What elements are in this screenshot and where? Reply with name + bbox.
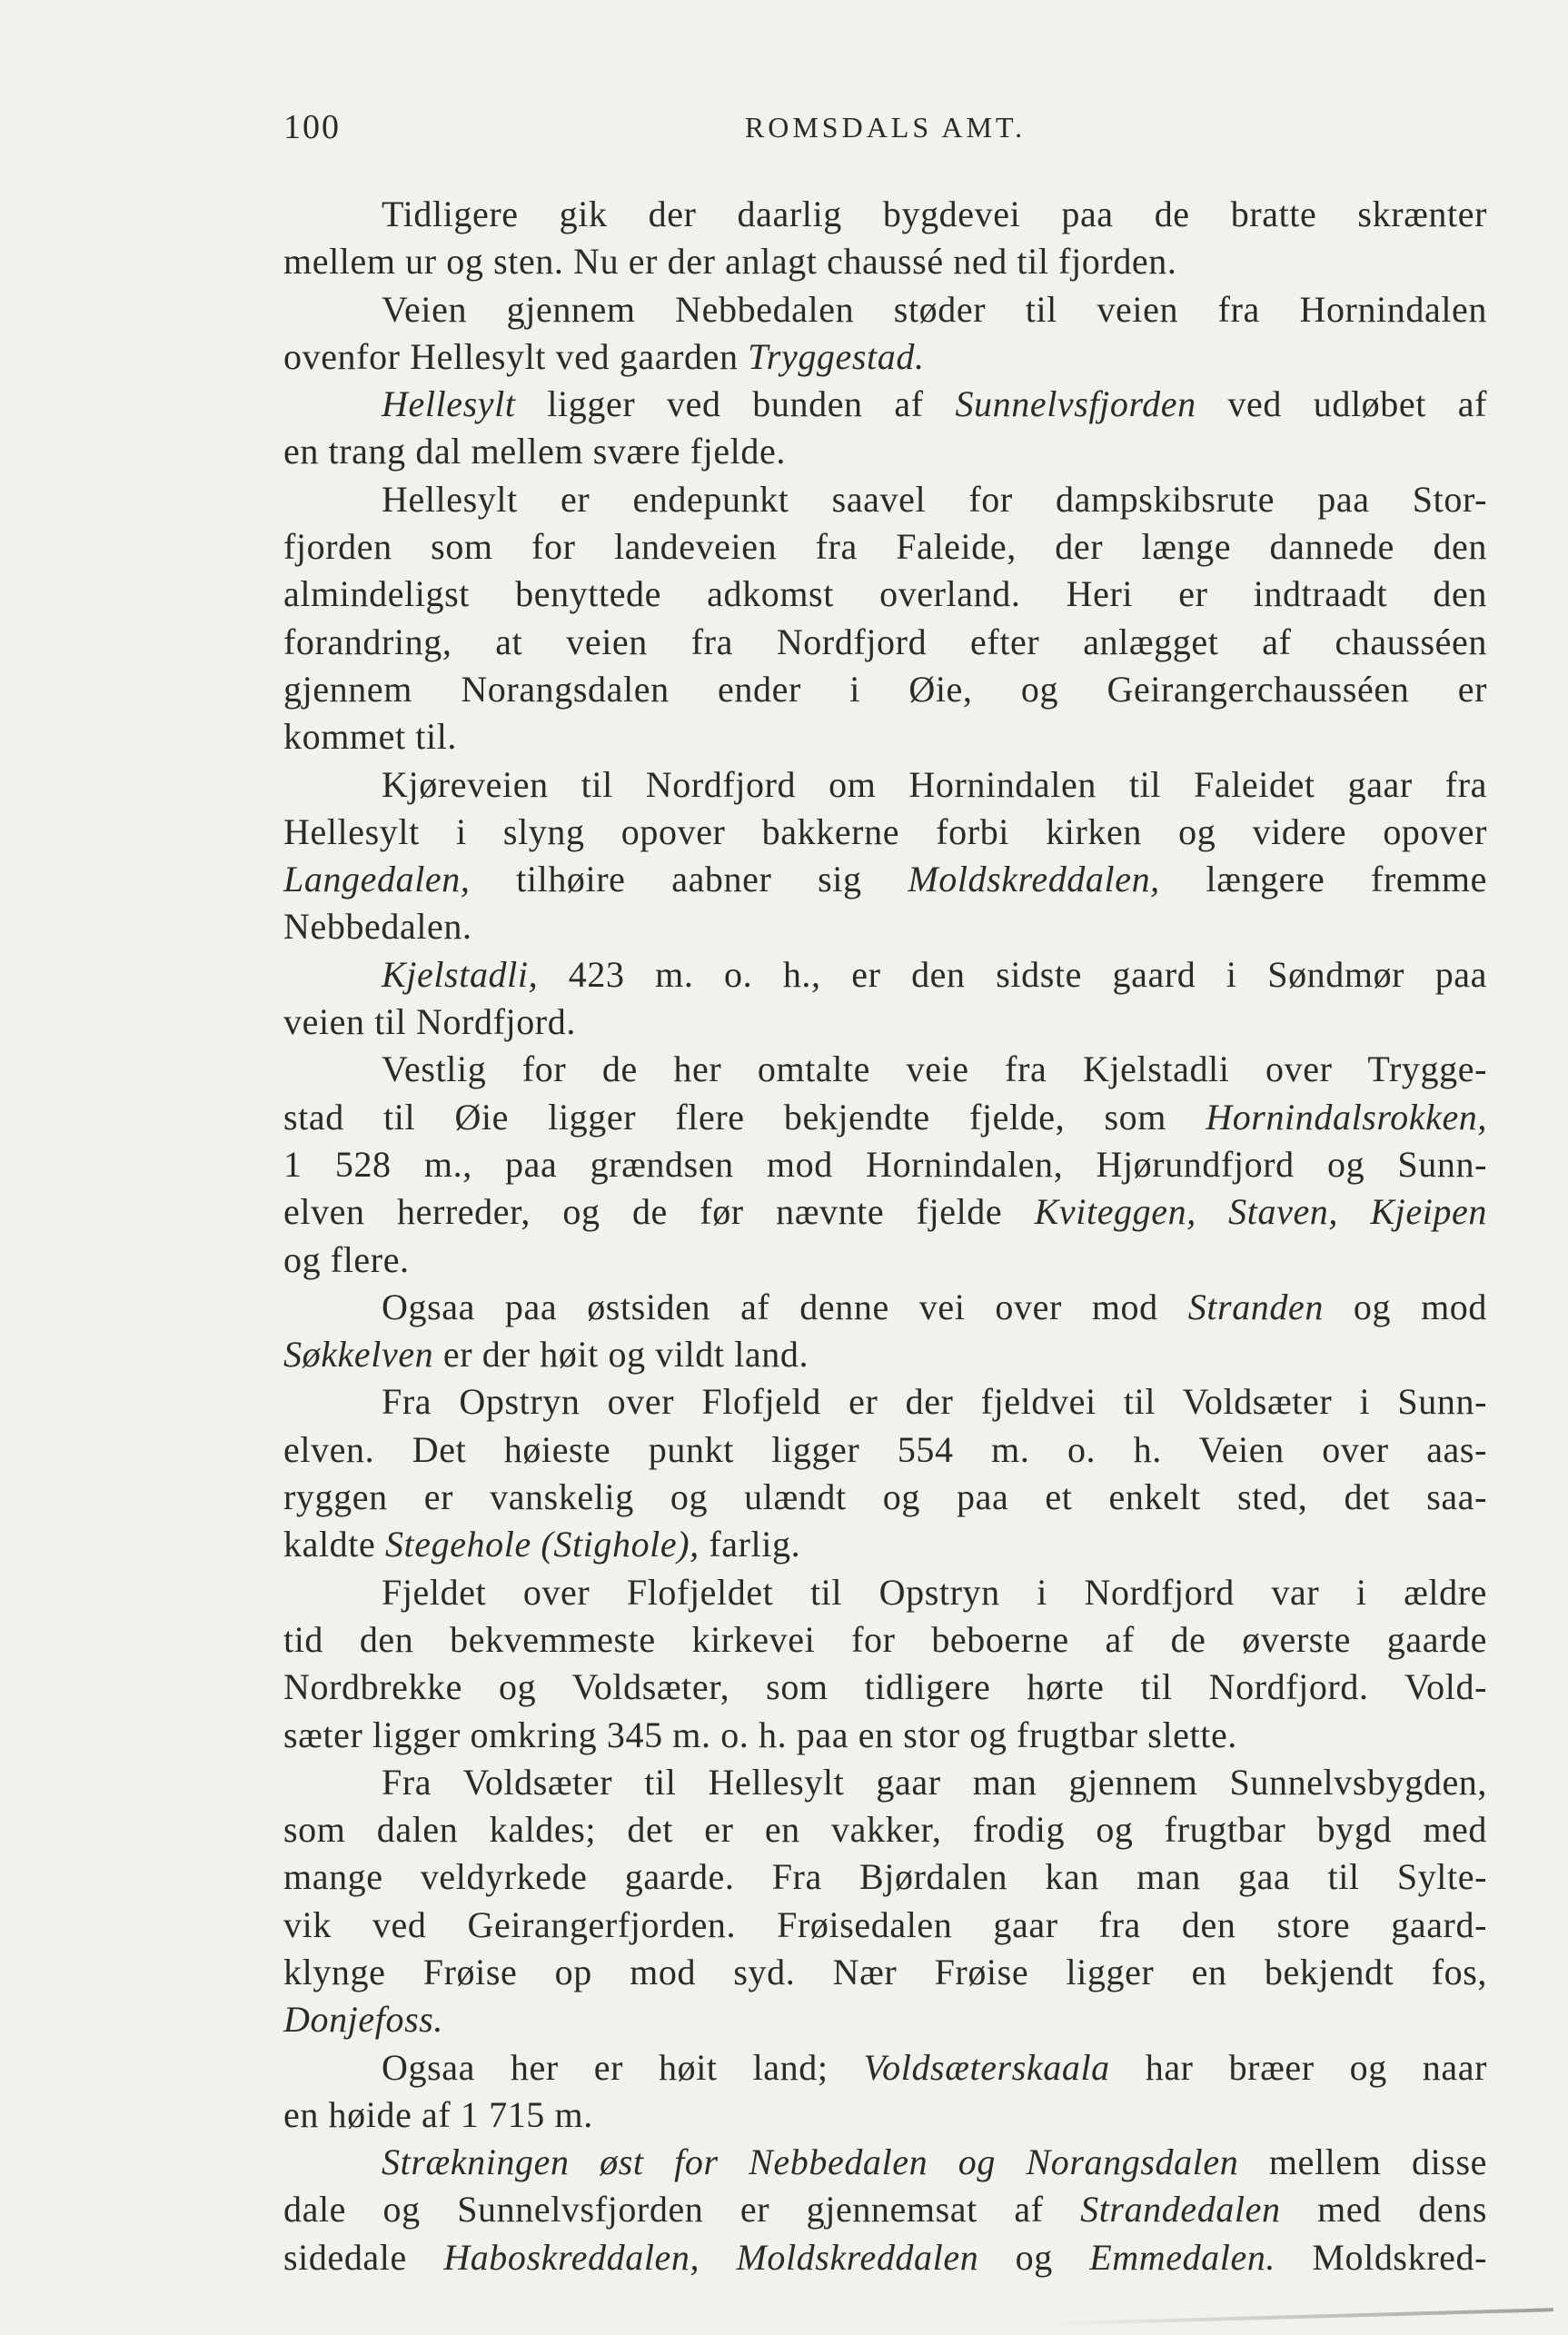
text-line	[283, 428, 1487, 475]
text-line	[283, 1094, 1487, 1141]
text-line	[283, 713, 1487, 760]
text-run: farlig.	[699, 1524, 801, 1565]
text-run: som dalen kaldes; det er en vakker, frodig og frugtbar bygd med	[283, 1809, 1487, 1851]
text-line	[283, 476, 1487, 523]
italic-term: Tryggestad.	[748, 335, 925, 377]
text-run: gjennem Norangsdalen ender i Øie, og Geirangerchausséen er	[283, 668, 1487, 710]
text-run: Ogsaa her er høit land;	[382, 2046, 864, 2088]
text-line	[283, 1284, 1487, 1331]
text-run: forandring, at veien fra Nordfjord efter anlægget af chausséen	[283, 621, 1487, 662]
page-number: 100	[283, 108, 341, 146]
text-run: almindeligst benyttede adkomst overland. Heri er indtraadt den	[283, 573, 1487, 615]
italic-term: Kjelstadli,	[382, 953, 539, 995]
text-line	[283, 1046, 1487, 1093]
text-line	[283, 238, 1487, 285]
italic-term: Hellesylt	[382, 383, 516, 425]
italic-term: Hornindalsrokken,	[1206, 1096, 1487, 1138]
text-run: og mod	[1323, 1286, 1487, 1327]
italic-term: Strækningen øst for Nebbedalen og Norangsdalen	[382, 2141, 1239, 2183]
text-line	[283, 2044, 1487, 2092]
text-line	[283, 619, 1487, 666]
italic-term: Kviteggen, Staven, Kjeipen	[1034, 1191, 1487, 1233]
text-run: er der høit og vildt land.	[433, 1334, 809, 1376]
text-line	[283, 1712, 1487, 1759]
text-run: veien til Nordfjord.	[283, 1001, 576, 1043]
text-run: Moldskred-	[1275, 2236, 1487, 2278]
text-line	[283, 1806, 1487, 1853]
text-run: sæter ligger omkring 345 m. o. h. paa en stor og frugtbar slette.	[283, 1714, 1237, 1755]
text-line	[283, 809, 1487, 856]
text-run: Nordbrekke og Voldsæter, som tidligere hørte til Nordfjord. Vold-	[283, 1666, 1487, 1708]
italic-term: Stegehole (Stighole),	[384, 1524, 700, 1565]
text-line	[283, 1996, 1487, 2043]
italic-term: Langedalen,	[283, 859, 471, 900]
text-run: kommet til.	[283, 716, 458, 758]
text-run: fjorden som for landeveien fra Faleide, der længe dannede den	[283, 526, 1487, 568]
text-run: mellem ur og sten. Nu er der anlagt chaussé ned til fjorden.	[283, 241, 1177, 283]
text-line	[283, 666, 1487, 713]
text-line	[283, 333, 1487, 381]
text-line	[283, 2139, 1487, 2186]
text-line	[283, 381, 1487, 428]
text-line	[283, 1569, 1487, 1616]
text-run: kaldte	[283, 1524, 385, 1565]
text-line	[283, 191, 1487, 238]
running-title: ROMSDALS AMT.	[744, 111, 1027, 144]
italic-term: Stranden	[1187, 1286, 1324, 1327]
text-run: og	[978, 2236, 1090, 2278]
text-run: ryggen er vanskelig og ulændt og paa et enkelt sted, det saa-	[283, 1476, 1487, 1518]
text-run: med dens	[1280, 2189, 1487, 2231]
text-line	[283, 1188, 1487, 1236]
text-line	[283, 1237, 1487, 1284]
text-line	[283, 523, 1487, 571]
text-run: tilhøire aabner sig	[470, 859, 908, 900]
text-run: og flere.	[283, 1238, 410, 1280]
text-run: Tidligere gik der daarlig bygdevei paa de bratte skrænter	[382, 194, 1487, 234]
text-run: dale og Sunnelvsfjorden er gjennemsat af	[283, 2189, 1081, 2231]
text-run: Veien gjennem Nebbedalen støder til veien fra Hornindalen	[382, 288, 1487, 330]
text-run: Fjeldet over Flofjeldet til Opstryn i Nordfjord var i ældre	[382, 1571, 1487, 1613]
text-run: 1 528 m., paa grændsen mod Hornindalen, Hjørundfjord og Sunn-	[283, 1143, 1487, 1185]
running-head	[283, 107, 1487, 162]
text-line	[283, 1426, 1487, 1474]
text-line	[283, 903, 1487, 950]
text-line	[283, 999, 1487, 1046]
text-run: Fra Voldsæter til Hellesylt gaar man gjennem Sunnelvsbygden,	[382, 1761, 1487, 1803]
text-run: ved udløbet af	[1196, 383, 1487, 425]
text-run: mellem disse	[1238, 2141, 1487, 2183]
text-line	[283, 2186, 1487, 2233]
text-line	[283, 571, 1487, 618]
text-run: Kjøreveien til Nordfjord om Hornindalen til Faleidet gaar fra	[382, 763, 1487, 805]
text-line	[283, 951, 1487, 999]
text-line	[283, 1616, 1487, 1664]
text-line	[283, 1949, 1487, 1996]
text-run: har bræer og naar	[1109, 2046, 1487, 2088]
text-run: 423 m. o. h., er den sidste gaard i Søndmør paa	[538, 953, 1487, 995]
text-run: længere fremme	[1159, 859, 1488, 900]
text-line	[283, 286, 1487, 333]
italic-term: Moldskreddalen,	[908, 859, 1160, 900]
text-run: en høide af 1 715 m.	[283, 2093, 593, 2135]
text-run: sidedale	[283, 2236, 444, 2278]
text-run: Ogsaa paa østsiden af denne vei over mod	[382, 1286, 1188, 1327]
text-run: Nebbedalen.	[283, 906, 472, 948]
text-run: mange veldyrkede gaarde. Fra Bjørdalen kan man gaa til Sylte-	[283, 1856, 1487, 1898]
text-run: elven herreder, og de før nævnte fjelde	[283, 1191, 1035, 1233]
text-line	[283, 1141, 1487, 1188]
text-line	[283, 761, 1487, 809]
text-run: elven. Det høieste punkt ligger 554 m. o. h. Veien over aas-	[283, 1428, 1487, 1470]
text-run: ligger ved bunden af	[515, 383, 956, 425]
text-run: Hellesylt i slyng opover bakkerne forbi kirken og videre opover	[283, 810, 1487, 852]
text-run: Hellesylt er endepunkt saavel for dampskibsrute paa Stor-	[382, 478, 1487, 520]
text-line	[283, 1521, 1487, 1568]
text-line	[283, 1664, 1487, 1711]
text-line	[283, 1759, 1487, 1806]
italic-term: Haboskreddalen, Moldskreddalen	[443, 2236, 979, 2278]
text-line	[283, 2234, 1487, 2281]
italic-term: Donjefoss.	[283, 1999, 443, 2041]
text-line	[283, 1378, 1487, 1426]
text-run: stad til Øie ligger flere bekjendte fjelde, som	[283, 1096, 1206, 1138]
text-run: Vestlig for de her omtalte veie fra Kjelstadli over Trygge-	[382, 1048, 1487, 1090]
scan-edge-mark	[1045, 2308, 1553, 2326]
text-line	[283, 2092, 1487, 2139]
body-text	[283, 191, 1487, 2281]
text-run: vik ved Geirangerfjorden. Frøisedalen gaar fra den store gaard-	[283, 1903, 1487, 1945]
italic-term: Voldsæterskaala	[863, 2046, 1110, 2088]
text-line	[283, 1474, 1487, 1521]
text-line	[283, 856, 1487, 903]
text-run: tid den bekvemmeste kirkevei for beboerne af de øverste gaarde	[283, 1618, 1487, 1660]
italic-term: Søkkelven	[283, 1334, 434, 1376]
italic-term: Emmedalen.	[1089, 2236, 1276, 2278]
text-run: klynge Frøise op mod syd. Nær Frøise ligger en bekjendt fos,	[283, 1951, 1487, 1992]
text-line	[283, 1331, 1487, 1378]
text-line	[283, 1853, 1487, 1901]
text-run: Fra Opstryn over Flofjeld er der fjeldvei til Voldsæter i Sunn-	[382, 1381, 1487, 1423]
text-line	[283, 1902, 1487, 1949]
text-run: en trang dal mellem svære fjelde.	[283, 431, 786, 472]
italic-term: Sunnelvsfjorden	[955, 383, 1196, 425]
text-run: ovenfor Hellesylt ved gaarden	[283, 335, 749, 377]
italic-term: Strandedalen	[1080, 2189, 1281, 2231]
